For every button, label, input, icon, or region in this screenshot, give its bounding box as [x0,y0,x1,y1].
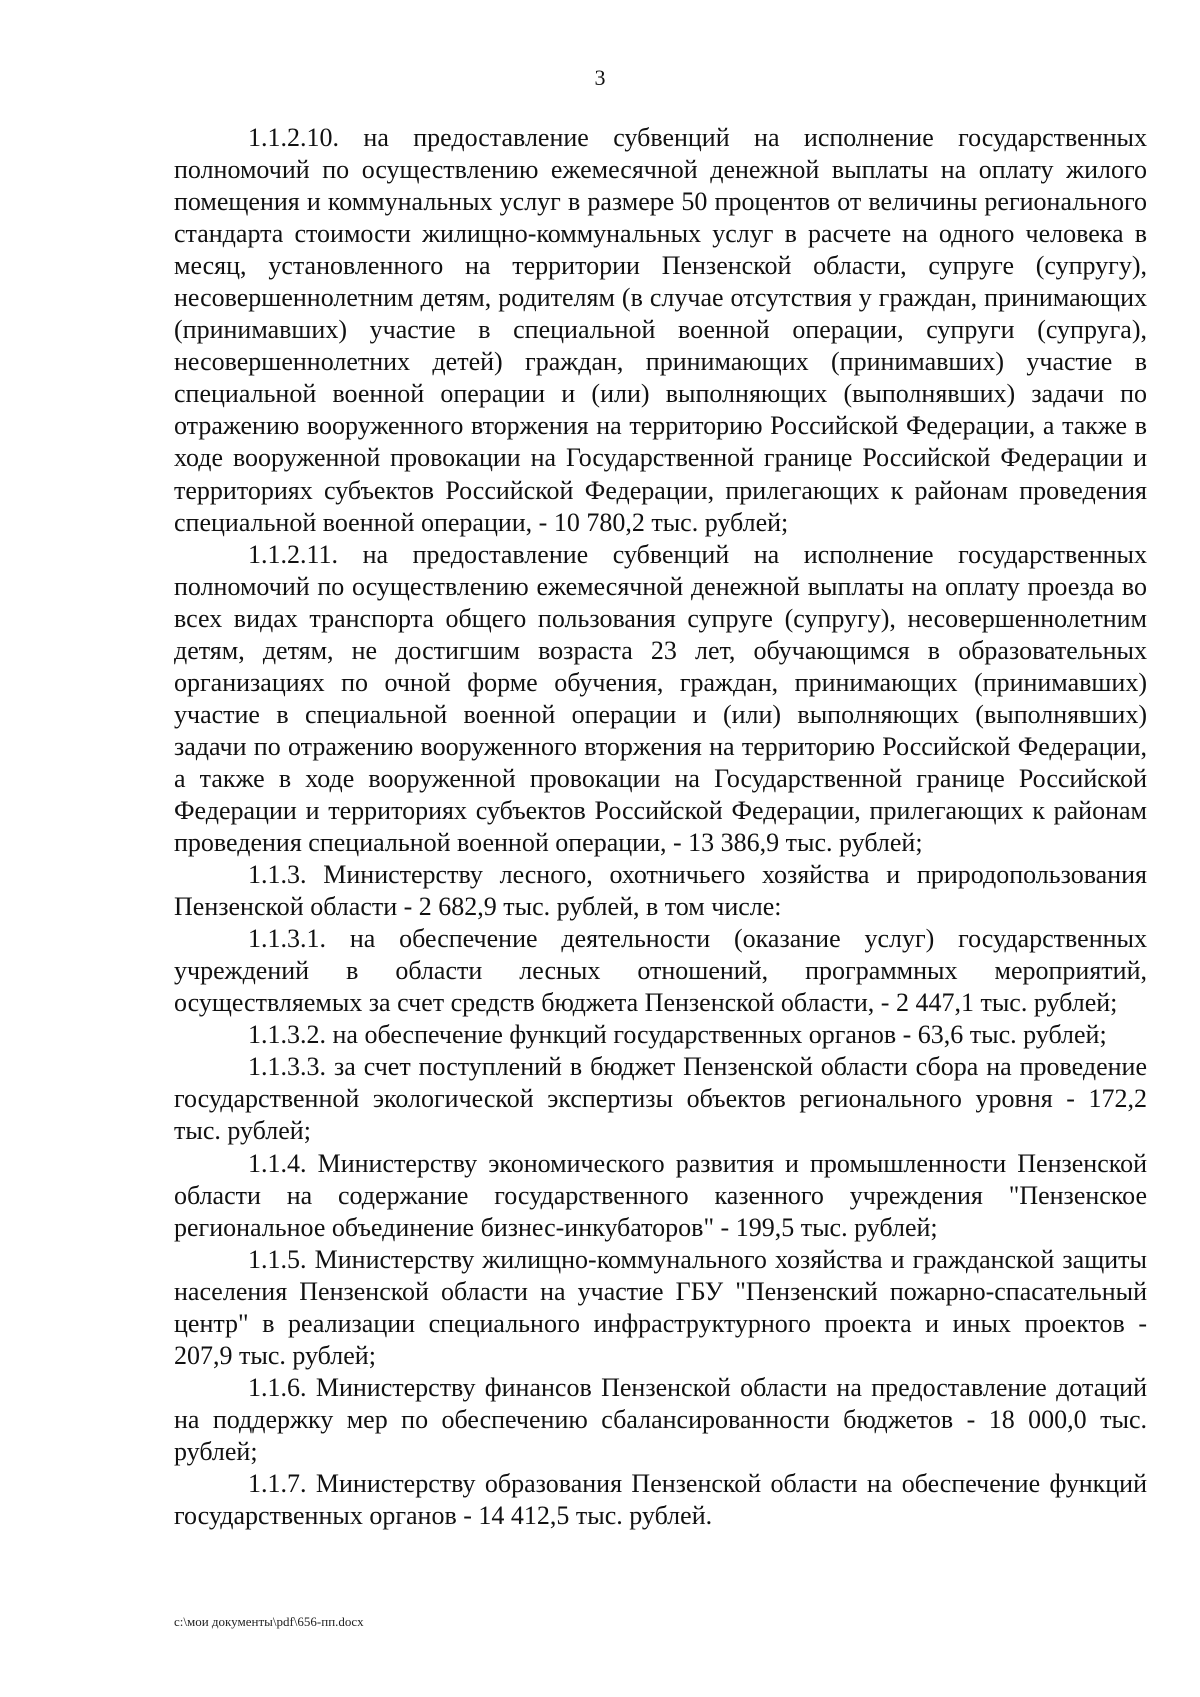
footer-file-path: c:\мои документы\pdf\656-пп.docx [174,1614,364,1629]
paragraph-1-1-3: 1.1.3. Министерству лесного, охотничьего хозяйства и природопользования Пензенской области - 2 682,9 тыс. рублей, в том числе: [174,860,1147,922]
paragraph-1-1-2-10: 1.1.2.10. на предоставление субвенций на исполнение государственных полномочий по осуществлению ежемесячной денежной выплаты на оплату жилого помещения и коммунальных услуг в размере 50 процентов от величины регионального стандарта стоимости жилищно-коммунальных услуг в расчете на одного человека в месяц, установленного на территории Пензенской области, супруге (супругу), несовершеннолетним детям, родителям (в случае отсутствия у граждан, принимающих (принимавших) участие в специальной военной операции, супруги (супруга), несовершеннолетних детей) граждан, принимающих (принимавших) участие в специальной военной операции и (или) выполняющих (выполнявших) задачи по отражению вооруженного вторжения на территорию Российской Федерации, а также в ходе вооруженной провокации на Государственной границе Российской Федерации и территориях субъектов Российской Федерации, прилегающих к районам проведения специальной военной операции, - 10 780,2 тыс. рублей; [174,123,1147,537]
paragraph-1-1-3-3: 1.1.3.3. за счет поступлений в бюджет Пензенской области сбора на проведение государственной экологической экспертизы объектов регионального уровня - 172,2 тыс. рублей; [174,1052,1147,1146]
paragraph-1-1-7: 1.1.7. Министерству образования Пензенской области на обеспечение функций государственных органов - 14 412,5 тыс. рублей. [174,1468,1147,1531]
paragraph-1-1-3-1: 1.1.3.1. на обеспечение деятельности (оказание услуг) государственных учреждений в области лесных отношений, программных мероприятий, осуществляемых за счет средств бюджета Пензенской области, - 2 447,1 тыс. рублей; [174,924,1147,1018]
document-body [174,122,1147,1532]
paragraph-1-1-5: 1.1.5. Министерству жилищно-коммунального хозяйства и гражданской защиты населения Пензенской области на участие ГБУ "Пензенский пожарно-спасательный центр" в реализации специального инфраструктурного проекта и иных проектов - 207,9 тыс. рублей; [174,1244,1147,1370]
paragraph-1-1-6: 1.1.6. Министерству финансов Пензенской области на предоставление дотаций на поддержку мер по обеспечению сбалансированности бюджетов - 18 000,0 тыс. рублей; [174,1372,1147,1466]
paragraph-1-1-4: 1.1.4. Министерству экономического развития и промышленности Пензенской области на содержание государственного казенного учреждения "Пензенское региональное объединение бизнес-инкубаторов" - 199,5 тыс. рублей; [174,1148,1147,1242]
paragraph-1-1-3-2: 1.1.3.2. на обеспечение функций государственных органов - 63,6 тыс. рублей; [248,1020,1107,1050]
page-number: 3 [594,65,606,90]
paragraph-1-1-2-11: 1.1.2.11. на предоставление субвенций на исполнение государственных полномочий по осуществлению ежемесячной денежной выплаты на оплату проезда во всех видах транспорта общего пользования супруге (супругу), несовершеннолетним детям, детям, не достигшим возраста 23 лет, обучающимся в образовательных организациях по очной форме обучения, граждан, принимающих (принимавших) участие в специальной военной операции и (или) выполняющих (выполнявших) задачи по отражению вооруженного вторжения на территорию Российской Федерации, а также в ходе вооруженной провокации на Государственной границе Российской Федерации и территориях субъектов Российской Федерации, прилегающих к районам проведения специальной военной операции, - 13 386,9 тыс. рублей; [174,539,1147,858]
